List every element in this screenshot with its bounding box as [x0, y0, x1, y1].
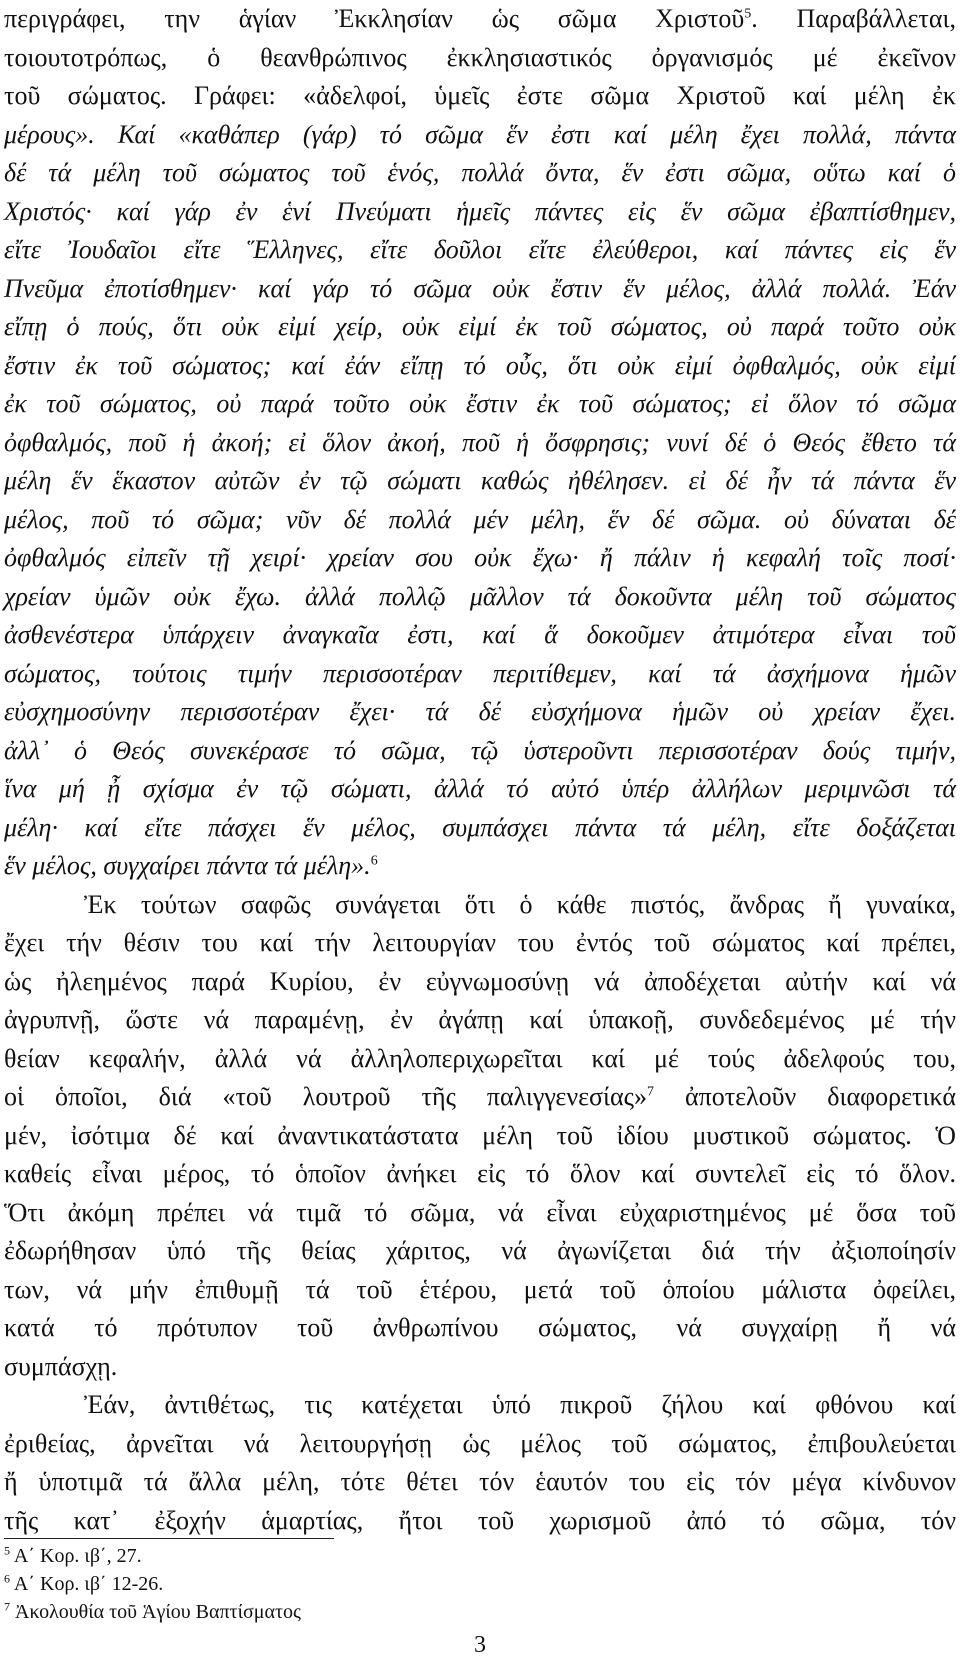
text-line: [4, 1348, 956, 1387]
footnote-text: Α΄ Κορ. ιβ΄, 27.: [13, 1545, 142, 1567]
text-line-content: ἔστιν ἐκ τοῦ σώματος; καί ἐάν εἴπῃ τό οὖς, ὅτι οὐκ εἰμί ὀφθαλμός, οὐκ εἰμί: [4, 350, 956, 380]
text-line-content: ἐδωρήθησαν ὑπό τῆς θείας χάριτος, νά ἀγωνίζεται διά τήν ἀξιοποίησίν: [4, 1236, 956, 1265]
text-line: [4, 1078, 956, 1117]
text-line: [4, 424, 956, 463]
text-line-content: Πνεῦμα ἐποτίσθημεν· καί γάρ τό σῶμα οὐκ ἔστιν ἕν μέλος, ἀλλά πολλά. Ἐάν: [4, 273, 956, 303]
text-line: [4, 1232, 956, 1271]
text-line: [4, 1425, 956, 1464]
text-line: [4, 1040, 956, 1079]
text-line-content: περιγράφει, την ἁγίαν Ἐκκλησίαν ὡς σῶμα Χριστοῦ: [4, 4, 745, 33]
footnote-reference: 6: [370, 853, 378, 869]
text-line: [4, 1463, 956, 1502]
text-line-content: χρείαν ὑμῶν οὐκ ἔχω. ἀλλά πολλῷ μᾶλλον τά δοκοῦντα μέλη τοῦ σώματος: [4, 581, 956, 611]
text-line: [4, 963, 956, 1002]
text-line-content: ἔχει τήν θέσιν του καί τήν λειτουργίαν του ἐντός τοῦ σώματος καί πρέπει,: [4, 928, 956, 957]
text-line: [4, 0, 956, 39]
text-line-content: θείαν κεφαλήν, ἀλλά νά ἀλληλοπεριχωρεῖται καί μέ τούς ἀδελφούς του,: [4, 1043, 956, 1073]
footnote-7: [4, 1598, 301, 1626]
text-line-content: των, νά μήν ἐπιθυμῇ τά τοῦ ἑτέρου, μετά τοῦ ὁποίου μάλιστα ὀφείλει,: [4, 1274, 956, 1304]
document-page: [4, 0, 956, 1540]
text-line-content: σώματος, τούτοις τιμήν περισσοτέραν περιτίθεμεν, καί τά ἀσχήμονα ἡμῶν: [4, 658, 956, 688]
text-line-content: καθείς εἶναι μέρος, τό ὁποῖον ἀνήκει εἰς τό ὅλον καί συντελεῖ εἰς τό ὅλον.: [4, 1159, 956, 1188]
text-line-content: μέλος, ποῦ τό σῶμα; νῦν δέ πολλά μέν μέλη, ἕν δέ σῶμα. οὐ δύναται δέ: [4, 504, 956, 534]
page-number: 3: [474, 1632, 486, 1658]
text-line: [4, 116, 956, 155]
text-line-content: κατά τό πρότυπον τοῦ ἀνθρωπίνου σώματος, νά συγχαίρῃ ἤ νά: [4, 1313, 956, 1342]
text-line-content: ἐριθείας, ἀρνεῖται νά λειτουργήσῃ ὡς μέλος τοῦ σώματος, ἐπιβουλεύεται: [4, 1428, 956, 1458]
text-line-content: μέλη· καί εἴτε πάσχει ἕν μέλος, συμπάσχει πάντα τά μέλη, εἴτε δοξάζεται: [4, 812, 956, 842]
text-line-content: οἱ ὁποῖοι, διά «τοῦ λουτροῦ τῆς παλιγγενεσίας»: [4, 1082, 647, 1111]
text-line-content: εὐσχημοσύνην περισσοτέραν ἔχει· τά δέ εὐσχήμονα ἡμῶν οὐ χρείαν ἔχει.: [4, 697, 956, 726]
text-line: [4, 270, 956, 309]
text-line: [4, 655, 956, 694]
footnote-6: [4, 1570, 301, 1598]
text-line-content: δέ τά μέλη τοῦ σώματος τοῦ ἑνός, πολλά ὄντα, ἕν ἐστι σῶμα, οὕτω καί ὁ: [4, 158, 956, 187]
text-line-content: Χριστός· καί γάρ ἐν ἑνί Πνεύματι ἡμεῖς πάντες εἰς ἕν σῶμα ἐβαπτίσθημεν,: [4, 196, 956, 226]
text-line-content: ὀφθαλμός εἰπεῖν τῇ χειρί· χρείαν σου οὐκ ἔχω· ἤ πάλιν ἡ κεφαλή τοῖς ποσί·: [4, 543, 956, 572]
text-line-content: συμπάσχῃ.: [4, 1351, 118, 1381]
body-text: [4, 0, 956, 1540]
text-line-content: τοιουτοτρόπως, ὁ θεανθρώπινος ἐκκλησιαστικός ὀργανισμός μέ ἐκεῖνον: [4, 42, 956, 72]
text-line: [4, 693, 956, 732]
text-line: [4, 347, 956, 386]
text-line: [4, 809, 956, 848]
text-line: [4, 539, 956, 578]
text-line-content: ἀλλ᾽ ὁ Θεός συνεκέρασε τό σῶμα, τῷ ὑστεροῦντι περισσοτέραν δούς τιμήν,: [4, 735, 956, 765]
text-line: [4, 385, 956, 424]
footnote-separator: [4, 1538, 334, 1539]
text-line-tail: . Παραβάλλεται,: [751, 4, 956, 33]
text-line-content: ἀσθενέστερα ὑπάρχειν ἀναγκαῖα ἐστι, καί ἅ δοκοῦμεν ἀτιμότερα εἶναι τοῦ: [4, 620, 956, 649]
text-line: [4, 193, 956, 232]
text-line: [4, 924, 956, 963]
text-line: [4, 308, 956, 347]
text-line: [4, 1502, 956, 1541]
text-line: [4, 847, 956, 886]
text-line-content: τοῦ σώματος. Γράφει: «ἀδελφοί, ὑμεῖς ἐστε σῶμα Χριστοῦ καί μέλη ἐκ: [4, 81, 956, 110]
footnote-marker: 5: [4, 1543, 10, 1558]
footnote-marker: 7: [4, 1599, 10, 1614]
footnote-5: [4, 1542, 301, 1570]
text-line: [4, 1117, 956, 1156]
footnote-reference: 5: [744, 6, 752, 22]
text-line: [4, 578, 956, 617]
text-line: [4, 770, 956, 809]
text-line-content: εἴτε Ἰουδαῖοι εἴτε Ἕλληνες, εἴτε δοῦλοι εἴτε ἐλεύθεροι, καί πάντες εἰς ἕν: [4, 235, 956, 264]
text-line: [4, 1194, 956, 1233]
text-line: [4, 39, 956, 78]
text-line-content: ὀφθαλμός, ποῦ ἡ ἀκοή; εἰ ὅλον ἀκοή, ποῦ ἡ ὄσφρησις; νυνί δέ ὁ Θεός ἔθετο τά: [4, 427, 956, 457]
text-line: [4, 501, 956, 540]
text-line-content: ἤ ὑποτιμᾶ τά ἄλλα μέλη, τότε θέτει τόν ἑαυτόν του εἰς τόν μέγα κίνδυνον: [4, 1467, 956, 1496]
text-line-content: Ἐκ τούτων σαφῶς συνάγεται ὅτι ὁ κάθε πιστός, ἄνδρας ἤ γυναίκα,: [84, 889, 956, 919]
text-line-content: Ἐάν, ἀντιθέτως, τις κατέχεται ὑπό πικροῦ ζήλου καί φθόνου καί: [84, 1390, 956, 1419]
text-line: [4, 154, 956, 193]
footnote-reference: 7: [646, 1084, 654, 1100]
footnote-marker: 6: [4, 1571, 10, 1586]
text-line-content: ἕν μέλος, συγχαίρει πάντα τά μέλη».: [4, 851, 371, 880]
text-line: [4, 1386, 956, 1425]
text-line-content: ἀγρυπνῇ, ὥστε νά παραμένῃ, ἐν ἀγάπῃ καί ὑπακοῇ, συνδεδεμένος μέ τήν: [4, 1005, 956, 1034]
text-line-content: μέν, ἰσότιμα δέ καί ἀναντικατάστατα μέλη τοῦ ἰδίου μυστικοῦ σώματος. Ὁ: [4, 1120, 956, 1150]
text-line-content: εἴπῃ ὁ πούς, ὅτι οὐκ εἰμί χείρ, οὐκ εἰμί ἐκ τοῦ σώματος, οὐ παρά τοῦτο οὐκ: [4, 312, 956, 341]
text-line: [4, 231, 956, 270]
text-line-content: μέρους». Καί «καθάπερ (γάρ) τό σῶμα ἕν ἐστι καί μέλη ἔχει πολλά, πάντα: [4, 119, 956, 149]
text-line-content: μέλη ἕν ἕκαστον αὐτῶν ἐν τῷ σώματι καθώς ἠθέλησεν. εἰ δέ ἦν τά πάντα ἕν: [4, 466, 956, 495]
text-line: [4, 1155, 956, 1194]
text-line: [4, 1309, 956, 1348]
text-line: [4, 1001, 956, 1040]
text-line: [4, 616, 956, 655]
text-line: [4, 886, 956, 925]
text-line-content: τῆς κατ᾽ ἐξοχήν ἁμαρτίας, ἤτοι τοῦ χωρισμοῦ ἀπό τό σῶμα, τόν: [4, 1505, 956, 1535]
text-line-content: ὡς ἠλεημένος παρά Κυρίου, ἐν εὐγνωμοσύνῃ νά ἀποδέχεται αὐτήν καί νά: [4, 966, 956, 996]
footnotes: [4, 1542, 301, 1626]
text-line-content: Ὅτι ἀκόμη πρέπει νά τιμᾶ τό σῶμα, νά εἶναι εὐχαριστημένος μέ ὅσα τοῦ: [4, 1197, 956, 1227]
text-line-content: ἐκ τοῦ σώματος, οὐ παρά τοῦτο οὐκ ἔστιν ἐκ τοῦ σώματος; εἰ ὅλον τό σῶμα: [4, 389, 956, 418]
text-line-tail: ἀποτελοῦν διαφορετικά: [653, 1082, 956, 1111]
text-line: [4, 77, 956, 116]
text-line-content: ἵνα μή ᾖ σχίσμα ἐν τῷ σώματι, ἀλλά τό αὐτό ὑπέρ ἀλλήλων μεριμνῶσι τά: [4, 774, 956, 803]
footnote-text: Α΄ Κορ. ιβ΄ 12-26.: [13, 1573, 164, 1595]
footnote-text: Ἀκολουθία τοῦ Ἁγίου Βαπτίσματος: [15, 1601, 301, 1623]
text-line: [4, 462, 956, 501]
text-line: [4, 732, 956, 771]
text-line: [4, 1271, 956, 1310]
